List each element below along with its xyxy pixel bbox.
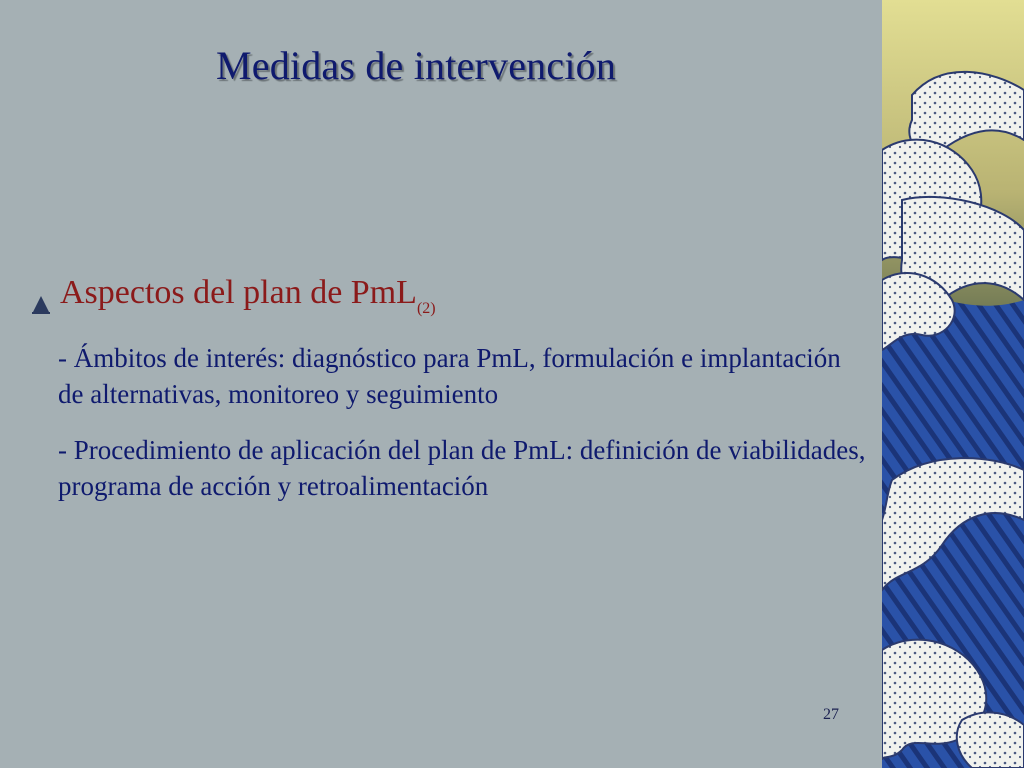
bullet-subscript: (2) (416, 299, 436, 317)
paragraph-procedimiento: - Procedimiento de aplicación del plan de PmL: definición de viabilidades, programa de acción y retroalimentación (58, 435, 866, 501)
paragraph-ambitos: - Ámbitos de interés: diagnóstico para PmL, formulación e implantación de alternativas, monitoreo y seguimiento (58, 343, 841, 409)
bullet-item (30, 274, 436, 322)
ship-bullet-icon (30, 282, 52, 322)
page-number: 27 (823, 706, 839, 723)
bullet-heading (60, 274, 436, 316)
bullet-heading-text: Aspectos del plan de PmL (60, 274, 417, 311)
wave-decoration (882, 0, 1024, 768)
slide-title: Medidas de intervención (216, 43, 617, 88)
